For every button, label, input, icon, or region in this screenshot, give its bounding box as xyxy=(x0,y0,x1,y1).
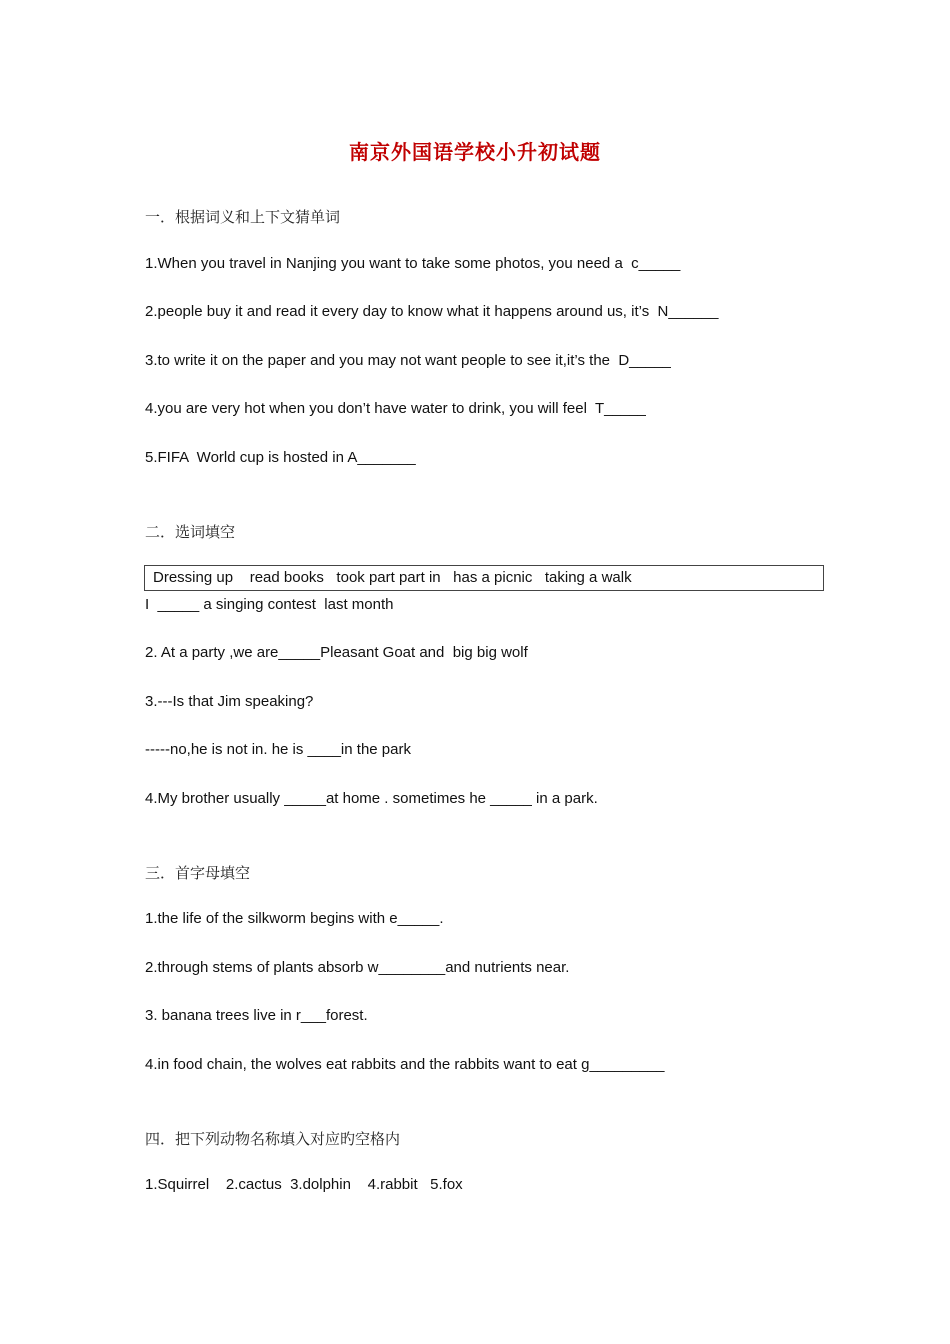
section-2-heading: 二．选词填空 xyxy=(145,523,236,541)
section-1-question-1: 1.When you travel in Nanjing you want to take some photos, you need a c_____ xyxy=(145,255,681,272)
section-4-heading: 四．把下列动物名称填入对应旳空格内 xyxy=(145,1130,401,1148)
section-3-question-2: 2.through stems of plants absorb w________and nutrients near. xyxy=(145,959,570,976)
section-4-word-list: 1.Squirrel 2.cactus 3.dolphin 4.rabbit 5.fox xyxy=(145,1176,463,1193)
section-2-question-1: I _____ a singing contest last month xyxy=(145,596,394,613)
section-3-heading: 三．首字母填空 xyxy=(145,864,251,882)
word-bank-box: Dressing up read books took part part in has a picnic taking a walk xyxy=(144,565,824,591)
section-2-question-3-answer: -----no,he is not in. he is ____in the park xyxy=(145,741,411,758)
section-2-question-4: 4.My brother usually _____at home . sometimes he _____ in a park. xyxy=(145,790,598,807)
section-2-question-2: 2. At a party ,we are_____Pleasant Goat and big big wolf xyxy=(145,644,528,661)
section-3-question-1: 1.the life of the silkworm begins with e_____. xyxy=(145,910,444,927)
section-3-question-3: 3. banana trees live in r___forest. xyxy=(145,1007,368,1024)
page-title: 南京外国语学校小升初试题 xyxy=(349,140,601,164)
section-3-question-4: 4.in food chain, the wolves eat rabbits and the rabbits want to eat g_________ xyxy=(145,1056,665,1073)
section-1-question-5: 5.FIFA World cup is hosted in A_______ xyxy=(145,449,416,466)
section-2-question-3: 3.---Is that Jim speaking? xyxy=(145,693,314,710)
section-1-question-4: 4.you are very hot when you don’t have water to drink, you will feel T_____ xyxy=(145,400,646,417)
section-1-question-3: 3.to write it on the paper and you may not want people to see it,it’s the D_____ xyxy=(145,352,671,369)
section-1-heading: 一．根据词义和上下文猜单词 xyxy=(145,208,341,226)
section-1-question-2: 2.people buy it and read it every day to know what it happens around us, it’s N______ xyxy=(145,303,719,320)
